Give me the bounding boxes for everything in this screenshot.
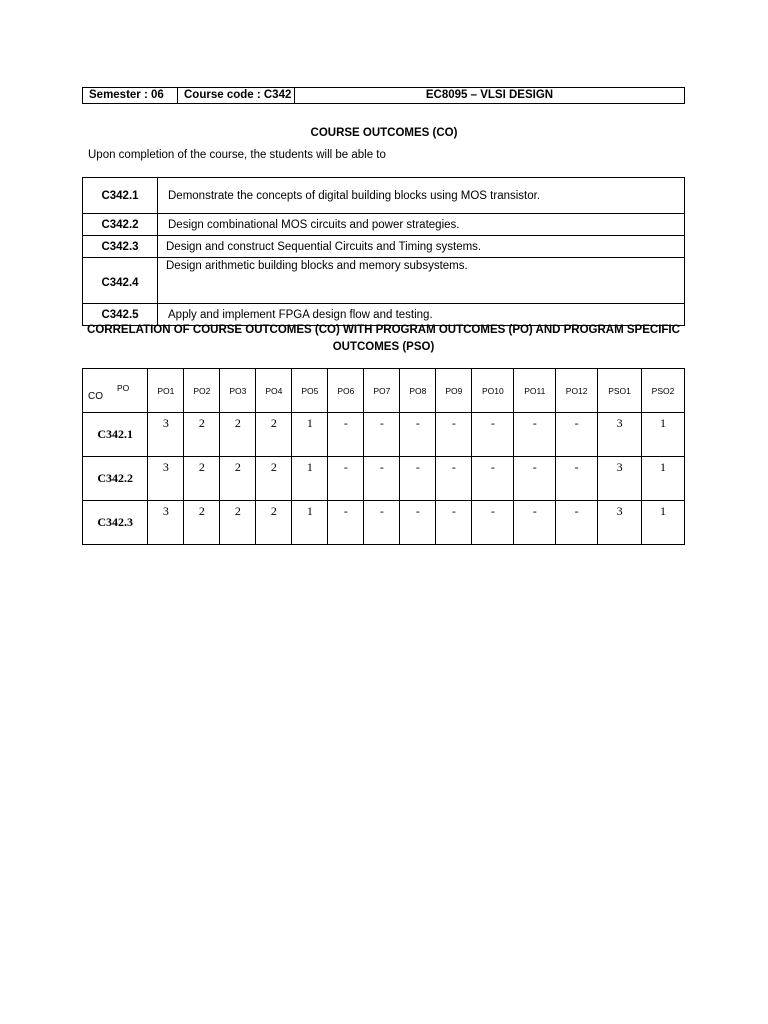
matrix-cell: - [364,501,400,545]
table-row [83,457,685,501]
table-row [83,178,685,214]
table-row [83,501,685,545]
co-description: Apply and implement FPGA design flow and testing. [158,304,685,326]
matrix-cell: - [436,457,472,501]
correlation-matrix [82,368,685,545]
course-header [82,87,685,104]
matrix-cell: 3 [148,457,184,501]
matrix-column-header: PO4 [256,369,292,413]
matrix-cell: 2 [220,457,256,501]
co-code: C342.2 [83,214,158,236]
table-row [83,214,685,236]
matrix-column-header: PO5 [292,369,328,413]
matrix-cell: - [436,413,472,457]
matrix-cell: - [514,413,556,457]
matrix-row-header: C342.2 [83,457,148,501]
matrix-cell: 2 [184,501,220,545]
matrix-cell: 3 [598,457,642,501]
matrix-cell: 1 [642,457,685,501]
matrix-header-row [83,369,685,413]
matrix-corner-cell [83,369,148,413]
matrix-cell: - [514,501,556,545]
matrix-column-header: PO9 [436,369,472,413]
matrix-cell: - [436,501,472,545]
matrix-cell: 1 [292,457,328,501]
matrix-cell: 1 [642,501,685,545]
co-code: C342.4 [83,258,158,304]
matrix-cell: - [556,457,598,501]
matrix-column-header: PO11 [514,369,556,413]
matrix-cell: - [328,457,364,501]
co-code: C342.5 [83,304,158,326]
matrix-cell: - [364,413,400,457]
matrix-cell: - [400,413,436,457]
matrix-cell: 1 [292,501,328,545]
matrix-column-header: PSO2 [642,369,685,413]
matrix-cell: - [328,501,364,545]
matrix-column-header: PO3 [220,369,256,413]
matrix-column-header: PO1 [148,369,184,413]
course-outcomes-heading: COURSE OUTCOMES (CO) [310,127,458,139]
matrix-column-header: PO12 [556,369,598,413]
matrix-cell: - [556,501,598,545]
matrix-column-header: PO10 [472,369,514,413]
matrix-cell: 3 [148,501,184,545]
matrix-row-header: C342.1 [83,413,148,457]
matrix-row-header: C342.3 [83,501,148,545]
co-description: Design and construct Sequential Circuits and Timing systems. [158,236,685,258]
matrix-cell: 3 [598,413,642,457]
course-code-cell: Course code : C342 [178,88,295,104]
matrix-cell: 2 [256,457,292,501]
matrix-cell: 2 [220,413,256,457]
matrix-column-header: PSO1 [598,369,642,413]
co-description: Design combinational MOS circuits and power strategies. [158,214,685,236]
correlation-heading: CORRELATION OF COURSE OUTCOMES (CO) WITH PROGRAM OUTCOMES (PO) AND PROGRAM SPECIFIC OUTCOMES (PSO) [87,324,680,353]
course-outcomes-intro: Upon completion of the course, the students will be able to [88,149,386,161]
corner-po-label: PO [117,383,130,393]
matrix-cell: 2 [184,457,220,501]
matrix-cell: - [400,501,436,545]
matrix-column-header: PO6 [328,369,364,413]
matrix-cell: 3 [148,413,184,457]
matrix-cell: 3 [598,501,642,545]
co-code: C342.3 [83,236,158,258]
corner-co-label: CO [88,391,103,402]
matrix-cell: 1 [292,413,328,457]
matrix-cell: - [472,457,514,501]
matrix-cell: 2 [184,413,220,457]
matrix-column-header: PO8 [400,369,436,413]
semester-cell: Semester : 06 [83,88,178,104]
matrix-cell: 2 [256,501,292,545]
matrix-cell: 2 [256,413,292,457]
table-row [83,413,685,457]
course-title-cell: EC8095 – VLSI DESIGN [295,88,685,104]
course-outcomes-table [82,177,685,326]
table-row [83,258,685,304]
table-row [83,236,685,258]
matrix-cell: - [400,457,436,501]
matrix-cell: 1 [642,413,685,457]
matrix-cell: 2 [220,501,256,545]
matrix-cell: - [514,457,556,501]
matrix-column-header: PO2 [184,369,220,413]
matrix-column-header: PO7 [364,369,400,413]
matrix-cell: - [472,501,514,545]
matrix-cell: - [364,457,400,501]
co-description: Design arithmetic building blocks and memory subsystems. [158,258,685,304]
co-code: C342.1 [83,178,158,214]
matrix-cell: - [472,413,514,457]
matrix-cell: - [328,413,364,457]
co-description: Demonstrate the concepts of digital building blocks using MOS transistor. [158,178,685,214]
matrix-cell: - [556,413,598,457]
